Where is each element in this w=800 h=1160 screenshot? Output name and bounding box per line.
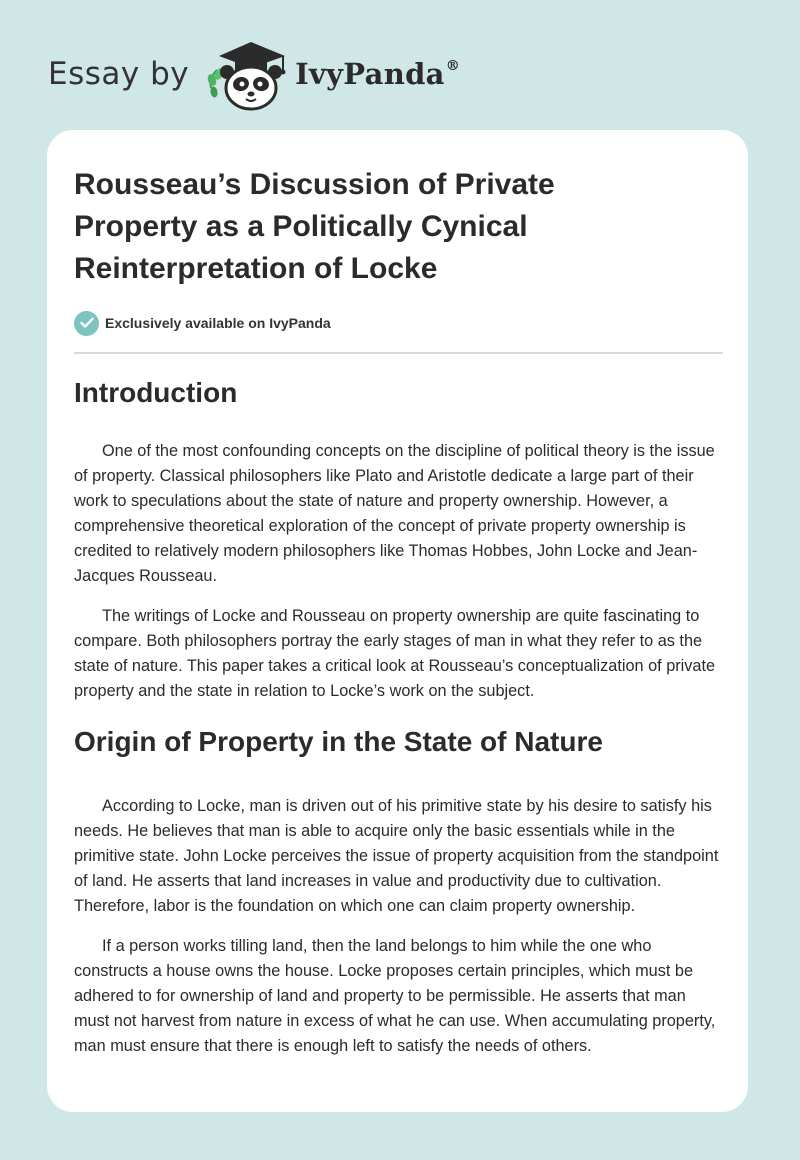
panda-logo-icon	[203, 36, 291, 112]
exclusive-badge	[74, 310, 722, 336]
paragraph: The writings of Locke and Rousseau on property ownership are quite fascinating to compare. Both philosophers portray the early stages of man in what they refer to as the state of nature. This paper takes a critical look at Rousseau’s conceptualization of private property and the state in relation to Locke’s work on the subject.	[74, 607, 716, 700]
divider	[74, 352, 723, 354]
brand-name: IvyPanda®	[295, 57, 461, 91]
section-origin-of-property	[74, 724, 722, 1059]
exclusive-label: Exclusively available on IvyPanda	[105, 315, 331, 331]
paragraph: If a person works tilling land, then the land belongs to him while the one who constructs a house owns the house. Locke proposes certain principles, which must be adhered to for ownership of land and property to be permissible. He asserts that man must not harvest from nature in excess of what he can use. When accumulating property, man must ensure that there is enough left to satisfy the needs of others.	[74, 937, 716, 1055]
paragraph: According to Locke, man is driven out of his primitive state by his desire to satisfy his needs. He believes that man is able to acquire only the basic essentials while in the primitive state. John Locke perceives the issue of property acquisition from the standpoint of land. He asserts that land increases in value and productivity due to cultivation. Therefore, labor is the foundation on which one can claim property ownership.	[74, 797, 719, 915]
essay-card	[47, 130, 748, 1112]
paragraph: One of the most confounding concepts on the discipline of political theory is the issue of property. Classical philosophers like Plato and Aristotle dedicate a large part of their work to speculations about the state of nature and property ownership. However, a comprehensive theoretical exploration of the concept of private property ownership is credited to relatively modern philosophers like Thomas Hobbes, John Locke and Jean-Jacques Rousseau.	[74, 442, 715, 585]
check-circle-icon	[74, 311, 99, 336]
site-header	[48, 34, 460, 114]
section-introduction	[74, 375, 722, 704]
registered-mark: ®	[445, 58, 461, 74]
section-heading: Introduction	[74, 377, 238, 408]
section-heading: Origin of Property in the State of Nature	[74, 726, 603, 757]
page-title: Rousseau’s Discussion of Private Property as a Politically Cynical Reinterpretation of Locke	[74, 168, 555, 285]
essay-by-label: Essay by	[48, 56, 190, 92]
